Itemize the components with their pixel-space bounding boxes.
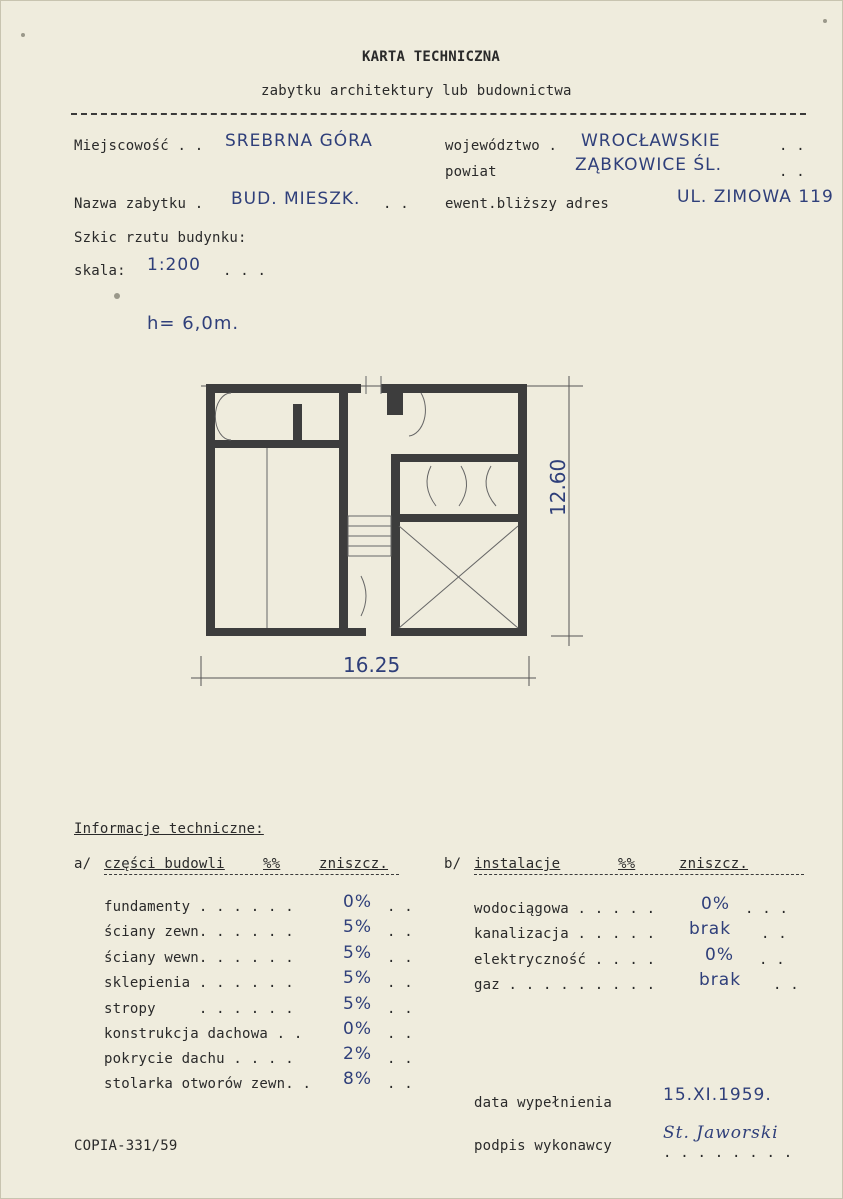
- part-value: 0%: [343, 892, 372, 912]
- parts-destruction: zniszcz.: [319, 856, 389, 872]
- skala-value: 1:200: [147, 255, 201, 275]
- adres-value: UL. ZIMOWA 119: [677, 187, 834, 207]
- installations-header: instalacje: [474, 856, 561, 872]
- paper-mark: [823, 19, 827, 23]
- date-label: data wypełnienia: [474, 1095, 613, 1111]
- plan-width-dimension: 16.25: [343, 653, 401, 677]
- installation-tail: . .: [759, 952, 785, 968]
- part-value: 8%: [343, 1069, 372, 1089]
- floor-plan-sketch: [191, 366, 591, 696]
- installation-label: wodociągowa . . . . .: [474, 901, 656, 917]
- szkic-label: Szkic rzutu budynku:: [74, 230, 247, 246]
- installation-label: elektryczność . . . .: [474, 952, 656, 968]
- part-label: fundamenty . . . . . .: [104, 899, 294, 915]
- nazwa-value: BUD. MIESZK.: [231, 189, 361, 209]
- document-subtitle: zabytku architektury lub budownictwa: [261, 83, 572, 99]
- powiat-label: powiat: [445, 164, 497, 180]
- part-label: konstrukcja dachowa . .: [104, 1026, 303, 1042]
- parts-prefix: a/: [74, 856, 92, 872]
- part-value: 0%: [343, 1019, 372, 1039]
- signature: St. Jaworski: [663, 1123, 779, 1143]
- installations-pct: %%: [618, 856, 636, 872]
- parts-header: części budowli: [104, 856, 225, 872]
- installation-label: kanalizacja . . . . .: [474, 926, 656, 942]
- powiat-tail: . .: [779, 164, 805, 180]
- miejscowosc-label: Miejscowość . .: [74, 138, 204, 154]
- height-note: h= 6,0m.: [147, 313, 240, 334]
- part-tail: . .: [387, 1076, 413, 1092]
- part-label: ściany zewn. . . . . .: [104, 924, 294, 940]
- skala-label: skala:: [74, 263, 126, 279]
- paper-mark: [21, 33, 25, 37]
- part-value: 5%: [343, 943, 372, 963]
- nazwa-tail: . .: [383, 196, 409, 212]
- installation-value: 0%: [705, 945, 734, 965]
- part-value: 5%: [343, 917, 372, 937]
- powiat-value: ZĄBKOWICE ŚL.: [575, 155, 723, 175]
- nazwa-label: Nazwa zabytku .: [74, 196, 204, 212]
- wojewodztwo-value: WROCŁAWSKIE: [581, 131, 721, 151]
- installation-value: brak: [699, 970, 742, 990]
- part-value: 5%: [343, 994, 372, 1014]
- part-label: ściany wewn. . . . . .: [104, 950, 294, 966]
- part-tail: . .: [387, 1051, 413, 1067]
- wojewodztwo-tail: . .: [779, 138, 805, 154]
- header-divider: [71, 113, 806, 115]
- installation-label: gaz . . . . . . . . .: [474, 977, 656, 993]
- part-label: sklepienia . . . . . .: [104, 975, 294, 991]
- installations-header-underline: [474, 874, 804, 875]
- wojewodztwo-label: województwo .: [445, 138, 558, 154]
- part-tail: . .: [387, 975, 413, 991]
- info-heading: Informacje techniczne:: [74, 821, 264, 837]
- installation-value: 0%: [701, 894, 730, 914]
- installation-tail: . . .: [745, 901, 789, 917]
- installations-prefix: b/: [444, 856, 462, 872]
- signature-label: podpis wykonawcy: [474, 1138, 613, 1154]
- part-tail: . .: [387, 1026, 413, 1042]
- part-tail: . .: [387, 1001, 413, 1017]
- paper-mark: [114, 293, 120, 299]
- installation-tail: . .: [761, 926, 787, 942]
- parts-pct: %%: [263, 856, 281, 872]
- adres-label: ewent.bliższy adres: [445, 196, 609, 212]
- part-value: 5%: [343, 968, 372, 988]
- part-tail: . .: [387, 950, 413, 966]
- installation-tail: . .: [773, 977, 799, 993]
- document-title: KARTA TECHNICZNA: [362, 49, 501, 65]
- part-label: pokrycie dachu . . . .: [104, 1051, 294, 1067]
- parts-header-underline: [104, 874, 399, 875]
- signature-dots: . . . . . . . .: [663, 1145, 793, 1161]
- part-label: stolarka otworów zewn. .: [104, 1076, 312, 1092]
- date-value: 15.XI.1959.: [663, 1085, 772, 1105]
- part-label: stropy . . . . . .: [104, 1001, 294, 1017]
- part-tail: . .: [387, 924, 413, 940]
- part-value: 2%: [343, 1044, 372, 1064]
- installations-destruction: zniszcz.: [679, 856, 749, 872]
- skala-tail: . . .: [223, 263, 267, 279]
- installation-value: brak: [689, 919, 732, 939]
- document-code: COPIA-331/59: [74, 1138, 178, 1154]
- miejscowosc-value: SREBRNA GÓRA: [225, 131, 373, 151]
- part-tail: . .: [387, 899, 413, 915]
- plan-height-dimension: 12.60: [546, 458, 570, 516]
